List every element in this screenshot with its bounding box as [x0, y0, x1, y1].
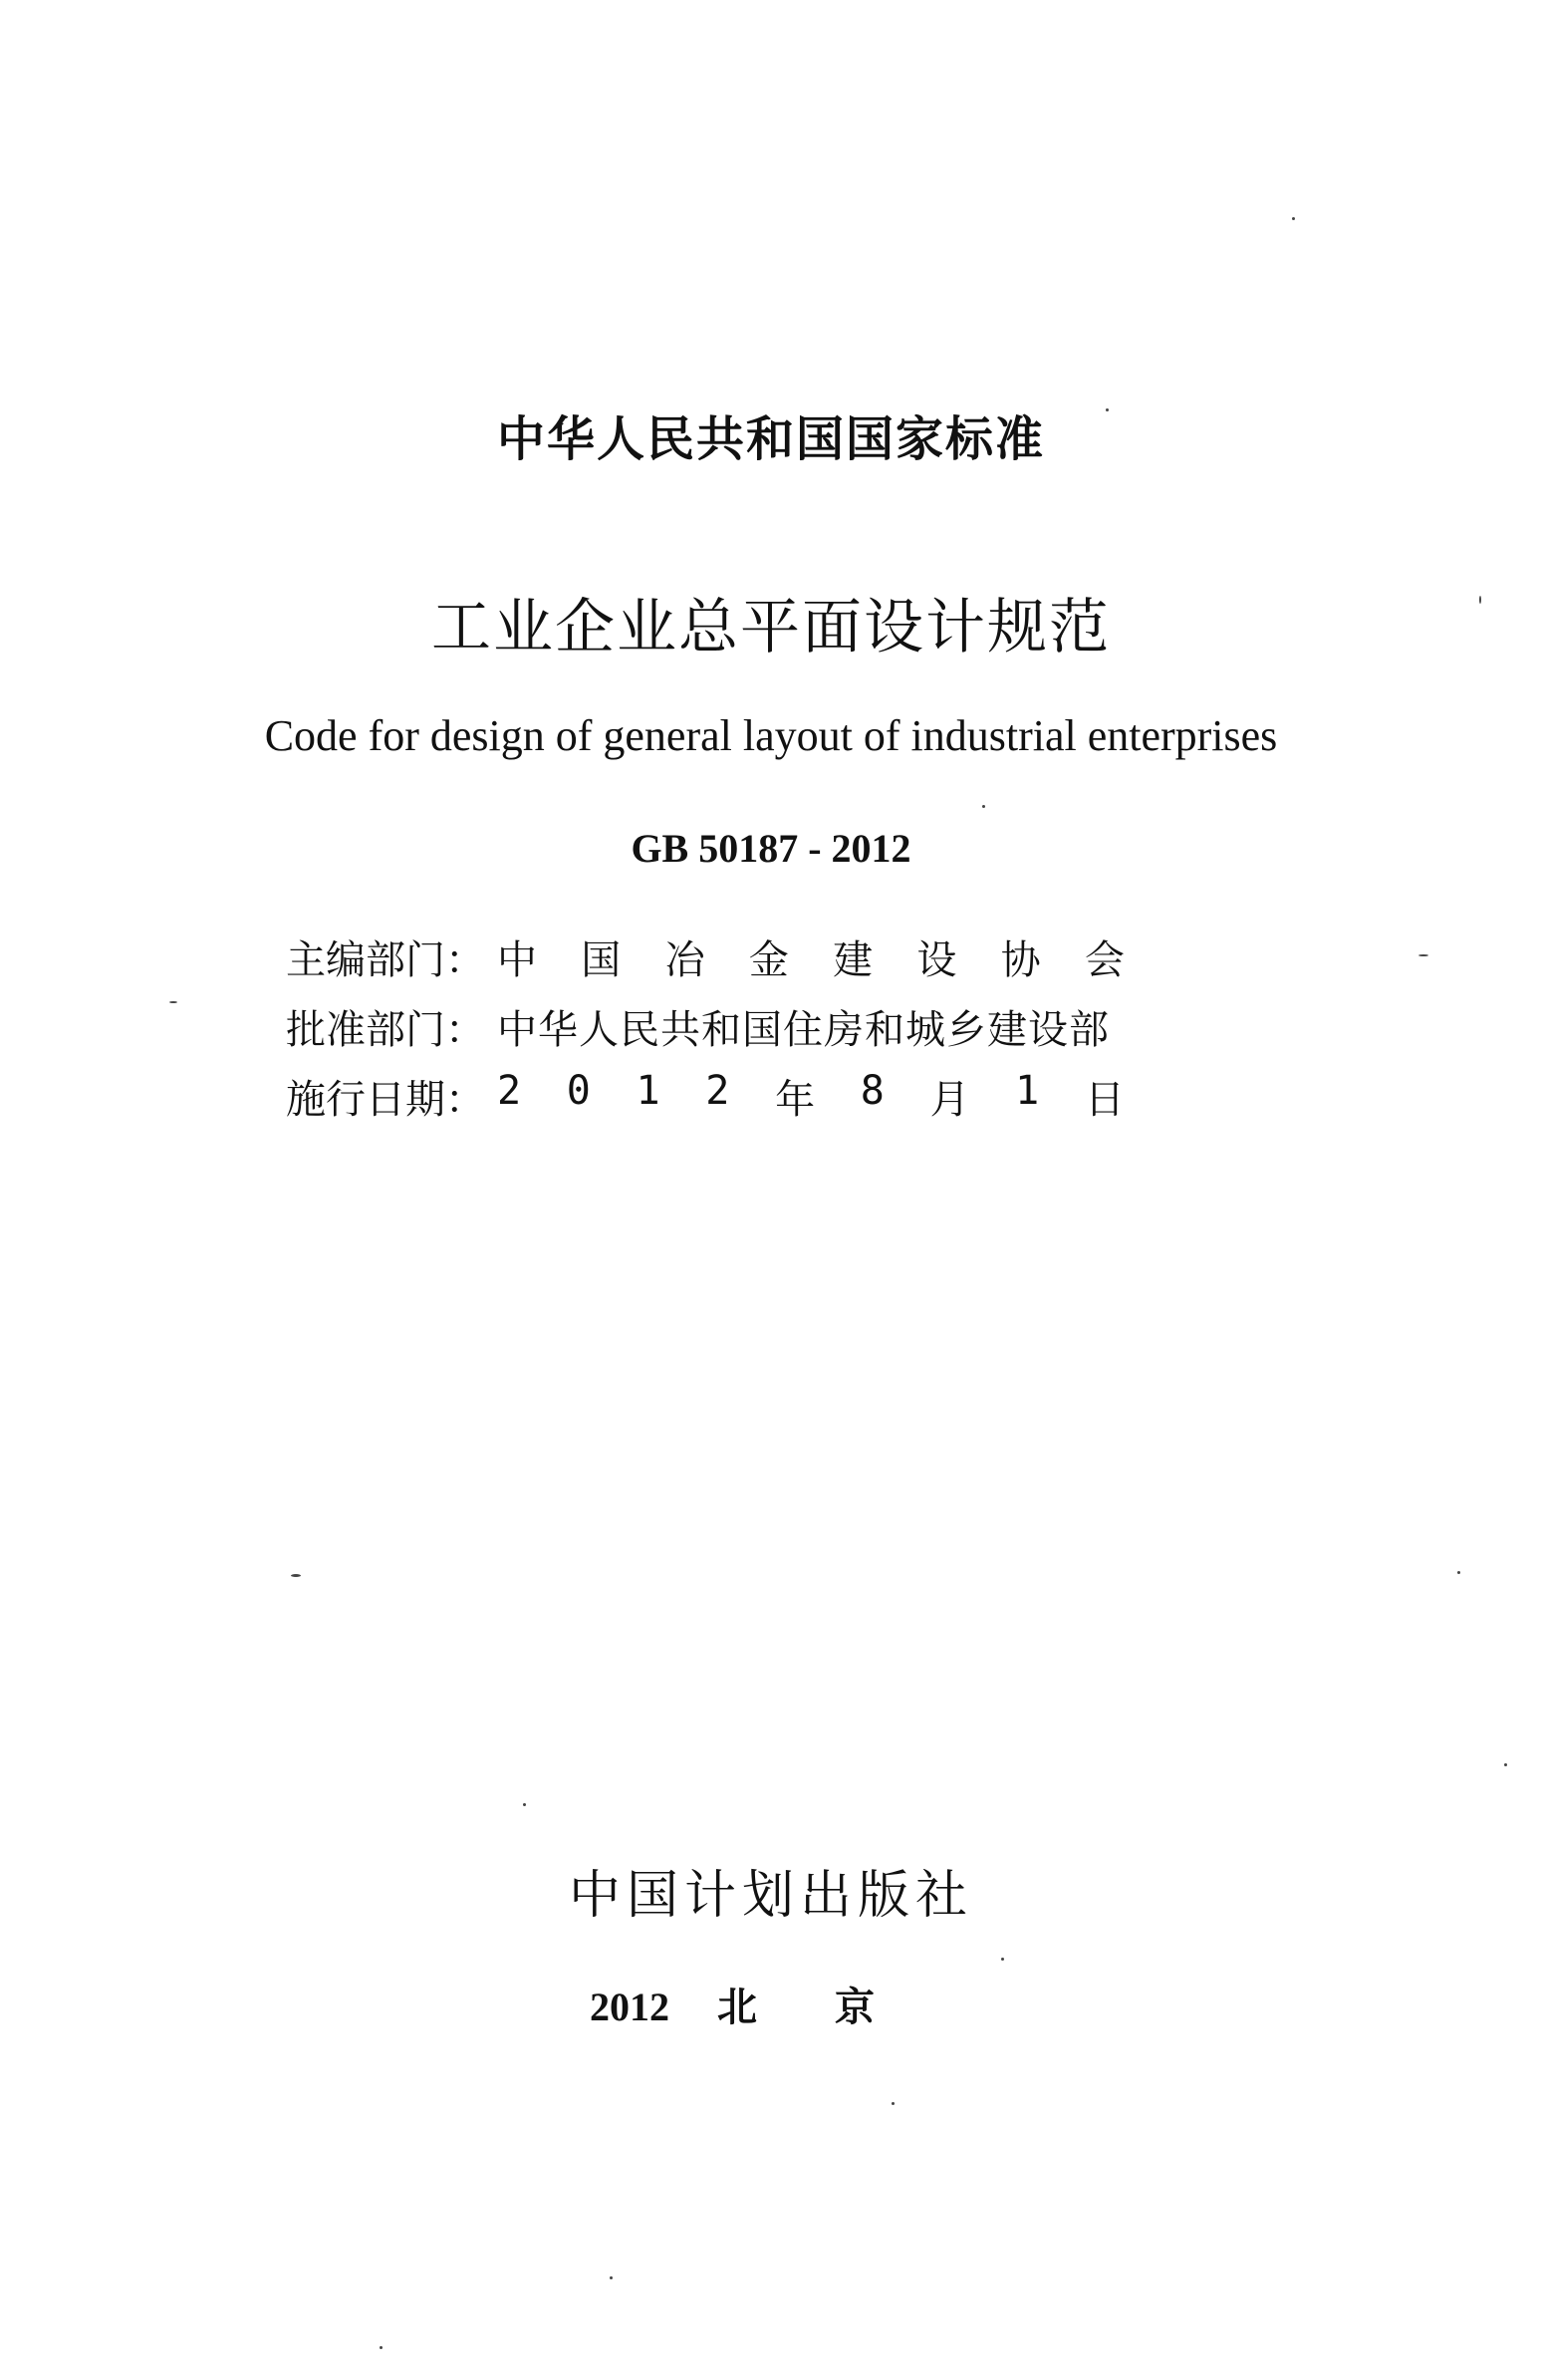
chief-department-label: 主编部门 — [286, 936, 445, 983]
publication-place — [0, 1976, 1542, 2032]
publication-info — [286, 922, 1153, 1131]
effective-date-value: 2 0 1 2 年 8 月 1 日 — [497, 1067, 1125, 1123]
chief-department-value: 中 国 冶 金 建 设 协 会 — [497, 936, 1125, 983]
approval-department-separator: ： — [445, 1006, 485, 1053]
document-title-chinese: 工业企业总平面设计规范 — [431, 593, 1111, 662]
effective-date-row — [286, 1061, 1153, 1131]
publication-year: 2012 — [590, 1984, 669, 2029]
chief-department-row — [286, 922, 1153, 991]
approval-department-label: 批准部门 — [286, 1006, 445, 1053]
standard-number: GB 50187 - 2012 — [631, 826, 911, 871]
approval-department-value: 中华人民共和国住房和城乡建设部 — [497, 1006, 1110, 1053]
publisher-name: 中国计划出版社 — [568, 1866, 973, 1926]
publication-city: 北京 — [717, 1984, 952, 2030]
effective-date-label: 施行日期 — [286, 1076, 445, 1123]
document-title-english: Code for design of general layout of industrial enterprises — [264, 711, 1278, 760]
series-title: 中华人民共和国国家标准 — [496, 411, 1045, 467]
chief-department-separator: ： — [445, 936, 485, 983]
approval-department-row — [286, 991, 1153, 1061]
effective-date-separator: ： — [445, 1076, 485, 1123]
